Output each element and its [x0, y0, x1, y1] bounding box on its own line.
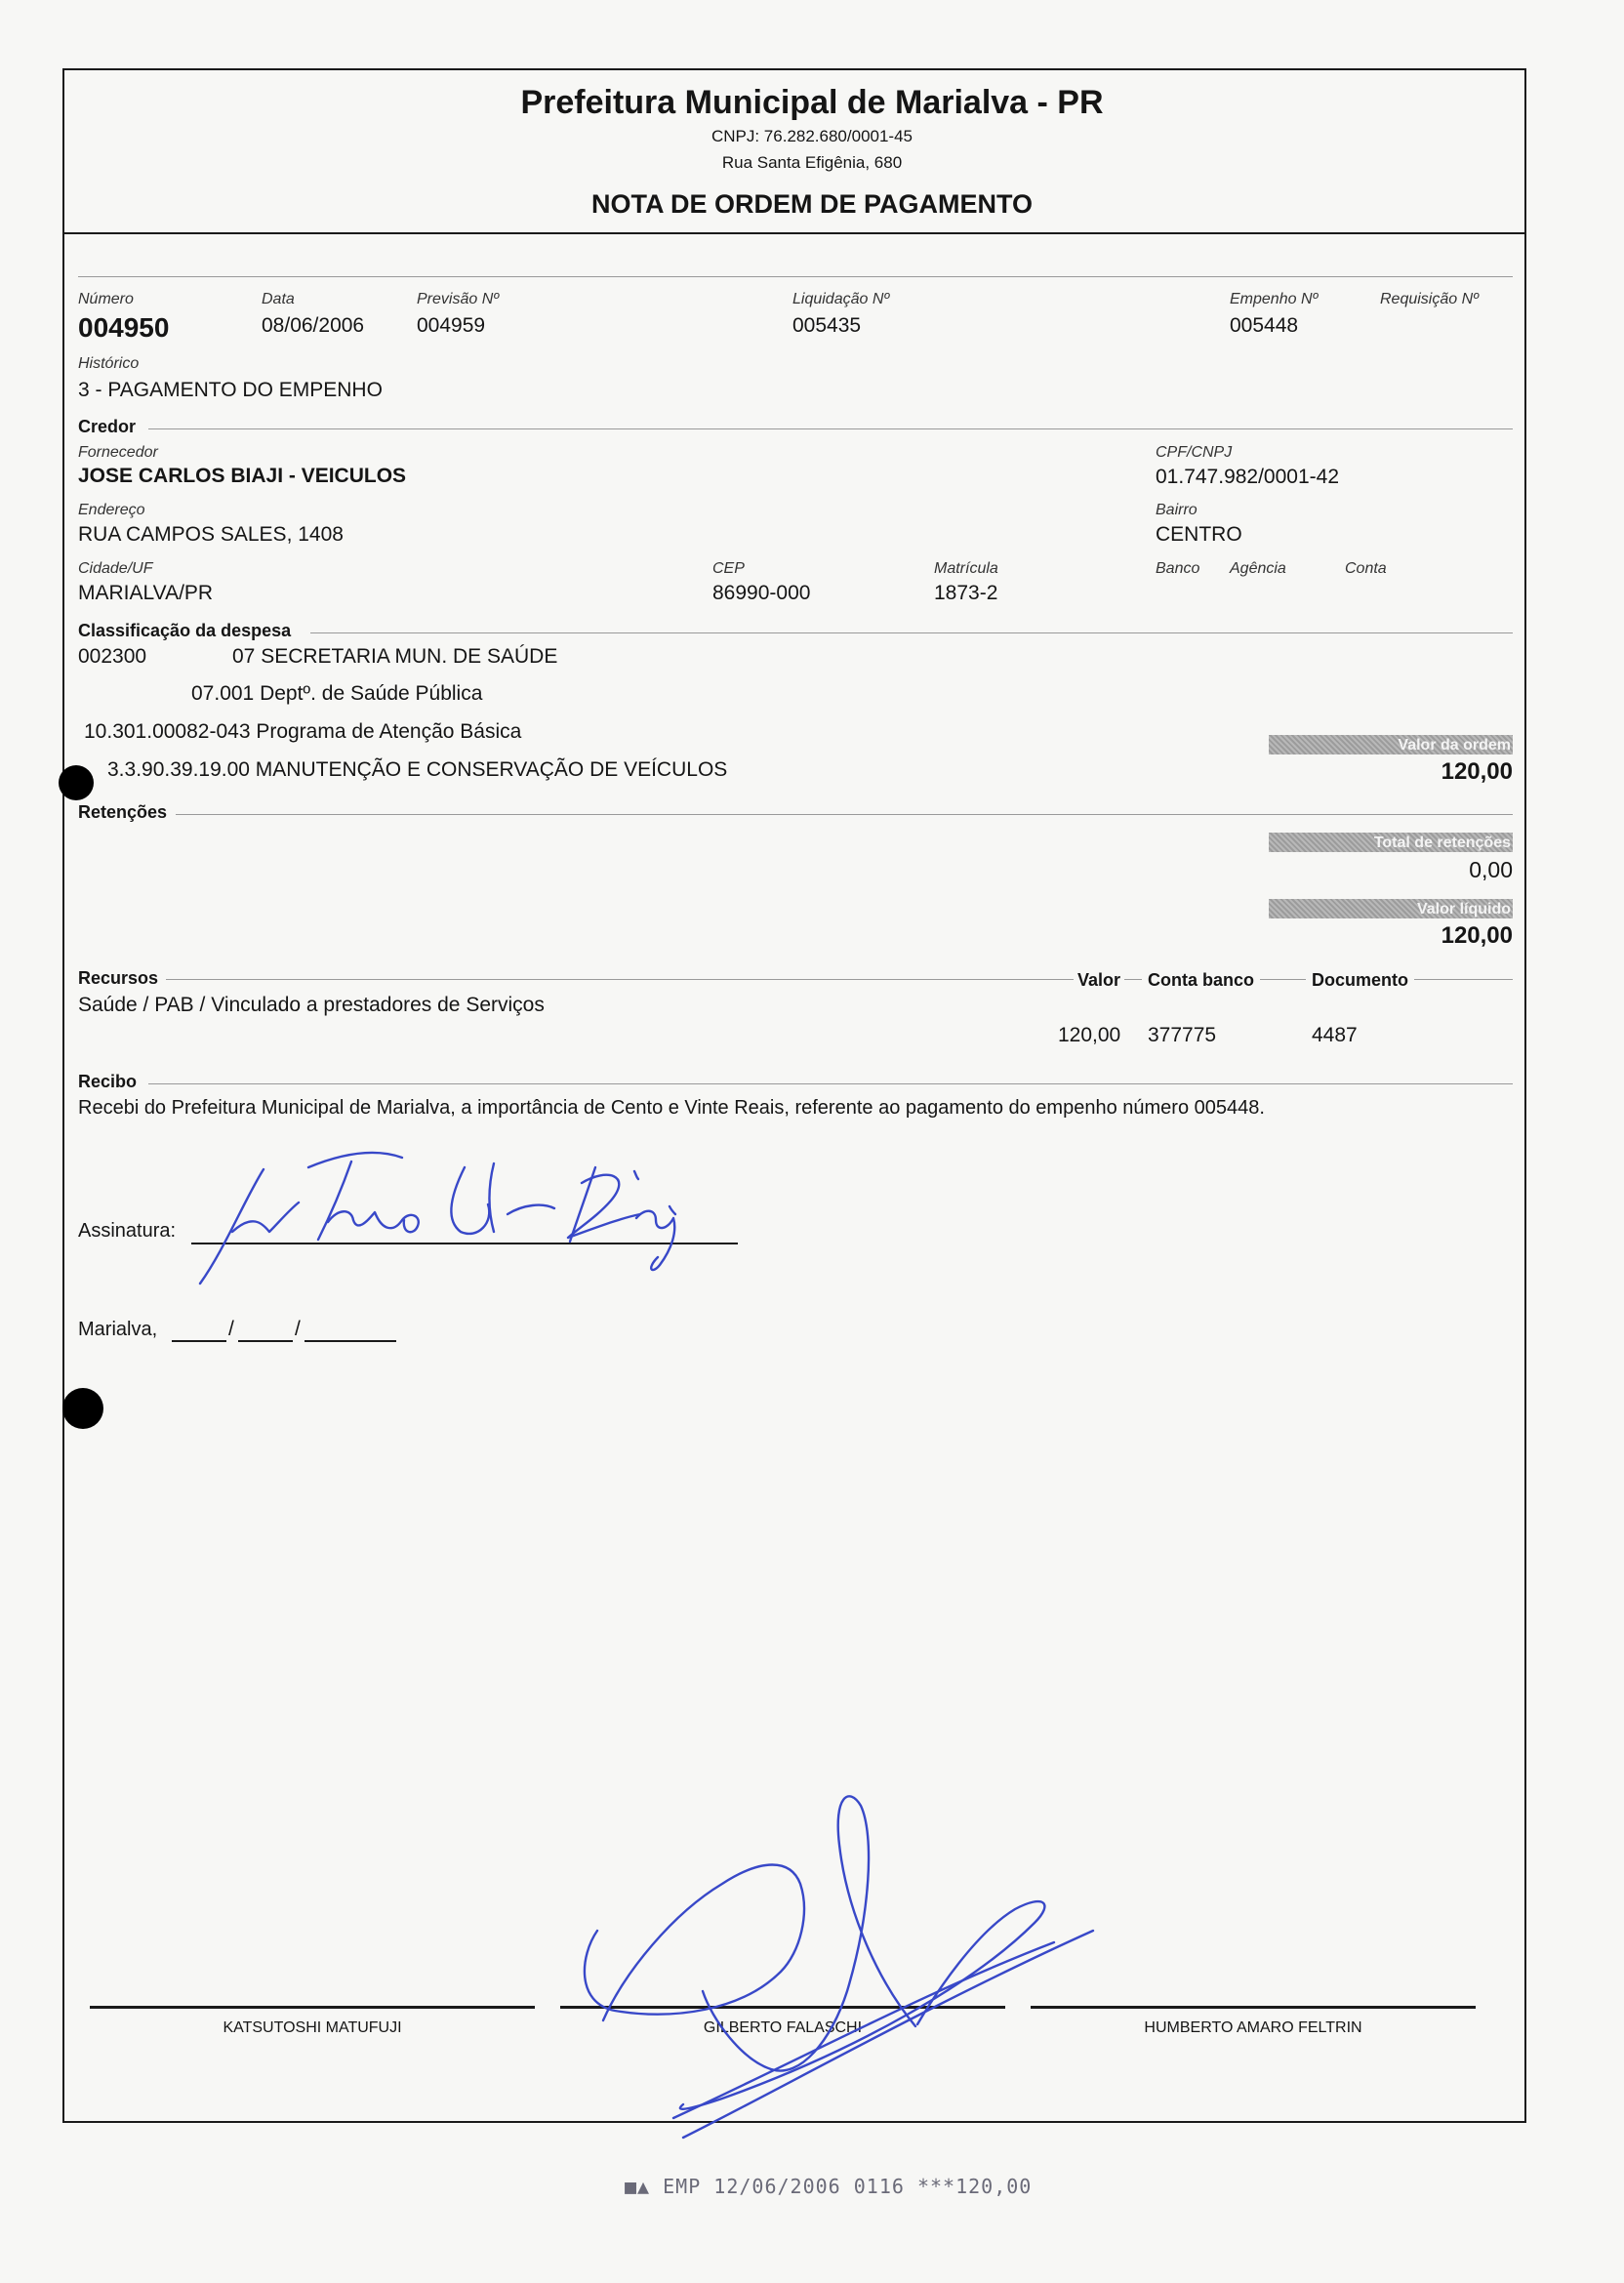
- departamento-value: 07.001 Deptº. de Saúde Pública: [191, 682, 483, 705]
- matricula-label: Matrícula: [934, 560, 998, 577]
- bairro-value: CENTRO: [1156, 523, 1242, 546]
- programa-value: 10.301.00082-043 Programa de Atenção Básica: [84, 720, 522, 743]
- signatory-3: HUMBERTO AMARO FELTRIN: [1144, 2019, 1362, 2036]
- address-text: Rua Santa Efigênia, 680: [721, 153, 903, 172]
- valor-ordem-label: Valor da ordem: [1398, 737, 1511, 754]
- cidade-label: Cidade/UF: [78, 560, 153, 577]
- empenho-label: Empenho Nº: [1230, 291, 1319, 307]
- total-retencoes-value: 0,00: [1469, 857, 1513, 882]
- local-label: Marialva,: [78, 1319, 158, 1340]
- recursos-section: Recursos: [78, 968, 159, 988]
- recursos-documento-label: Documento: [1306, 970, 1414, 991]
- document-type: NOTA DE ORDEM DE PAGAMENTO: [590, 189, 1033, 219]
- endereco-label: Endereço: [78, 502, 145, 518]
- recursos-documento: 4487: [1312, 1024, 1358, 1046]
- liquidacao-label: Liquidação Nº: [792, 291, 890, 307]
- previsao-label: Previsão Nº: [417, 291, 500, 307]
- elemento-value: 3.3.90.39.19.00 MANUTENÇÃO E CONSERVAÇÃO DE VEÍCULOS: [107, 758, 728, 781]
- historico-value: 3 - PAGAMENTO DO EMPENHO: [78, 379, 383, 401]
- conta-label: Conta: [1345, 560, 1387, 577]
- stamp-logo: ■▲: [625, 2175, 664, 2198]
- valor-ordem-value: 120,00: [1441, 758, 1513, 785]
- recursos-conta-label: Conta banco: [1142, 970, 1260, 991]
- classificacao-section: Classificação da despesa: [78, 621, 292, 640]
- recibo-section: Recibo: [78, 1072, 138, 1091]
- banco-label: Banco: [1156, 560, 1200, 577]
- cnpj-text: CNPJ: 76.282.680/0001-45: [710, 127, 914, 145]
- date-sep-2: /: [295, 1318, 301, 1340]
- recibo-text: Recebi do Prefeitura Municipal de Marialva, a importância de Cento e Vinte Reais, referente ao pagamento do empenho número 005448.: [78, 1097, 1265, 1119]
- page-title: Prefeitura Municipal de Marialva - PR: [520, 84, 1104, 121]
- secretaria-value: 07 SECRETARIA MUN. DE SAÚDE: [232, 645, 558, 668]
- data-label: Data: [262, 291, 295, 307]
- fornecedor-value: JOSE CARLOS BIAJI - VEICULOS: [78, 465, 407, 487]
- date-sep-1: /: [228, 1318, 234, 1340]
- credor-section: Credor: [78, 417, 137, 436]
- bairro-label: Bairro: [1156, 502, 1198, 518]
- matricula-value: 1873-2: [934, 582, 998, 604]
- numero-label: Número: [78, 291, 134, 307]
- recursos-valor-label: Valor: [1074, 970, 1124, 991]
- stamp-text: EMP 12/06/2006 0116 ***120,00: [663, 2175, 1033, 2198]
- previsao-value: 004959: [417, 314, 486, 337]
- cidade-value: MARIALVA/PR: [78, 582, 214, 604]
- recursos-descricao: Saúde / PAB / Vinculado a prestadores de Serviços: [78, 994, 545, 1016]
- recursos-conta: 377775: [1148, 1024, 1217, 1046]
- valor-liquido-value: 120,00: [1441, 922, 1513, 949]
- signatory-1: KATSUTOSHI MATUFUJI: [223, 2019, 402, 2036]
- cpf-value: 01.747.982/0001-42: [1156, 466, 1340, 488]
- historico-label: Histórico: [78, 355, 140, 372]
- cpf-label: CPF/CNPJ: [1156, 444, 1233, 461]
- cep-label: CEP: [712, 560, 745, 577]
- classificacao-code: 002300: [78, 645, 147, 668]
- agencia-label: Agência: [1230, 560, 1286, 577]
- valor-liquido-label: Valor líquido: [1416, 901, 1511, 917]
- total-retencoes-label: Total de retenções: [1373, 835, 1511, 851]
- fornecedor-label: Fornecedor: [78, 444, 158, 461]
- recursos-valor: 120,00: [1058, 1024, 1121, 1046]
- liquidacao-value: 005435: [792, 314, 862, 337]
- assinatura-label: Assinatura:: [78, 1220, 177, 1242]
- retencoes-section: Retenções: [78, 802, 168, 822]
- signatory-2: GILBERTO FALASCHI: [703, 2019, 863, 2036]
- cep-value: 86990-000: [712, 582, 811, 604]
- data-value: 08/06/2006: [262, 314, 365, 337]
- endereco-value: RUA CAMPOS SALES, 1408: [78, 523, 344, 546]
- empenho-value: 005448: [1230, 314, 1299, 337]
- requisicao-label: Requisição Nº: [1380, 291, 1479, 307]
- numero-value: 004950: [78, 312, 170, 343]
